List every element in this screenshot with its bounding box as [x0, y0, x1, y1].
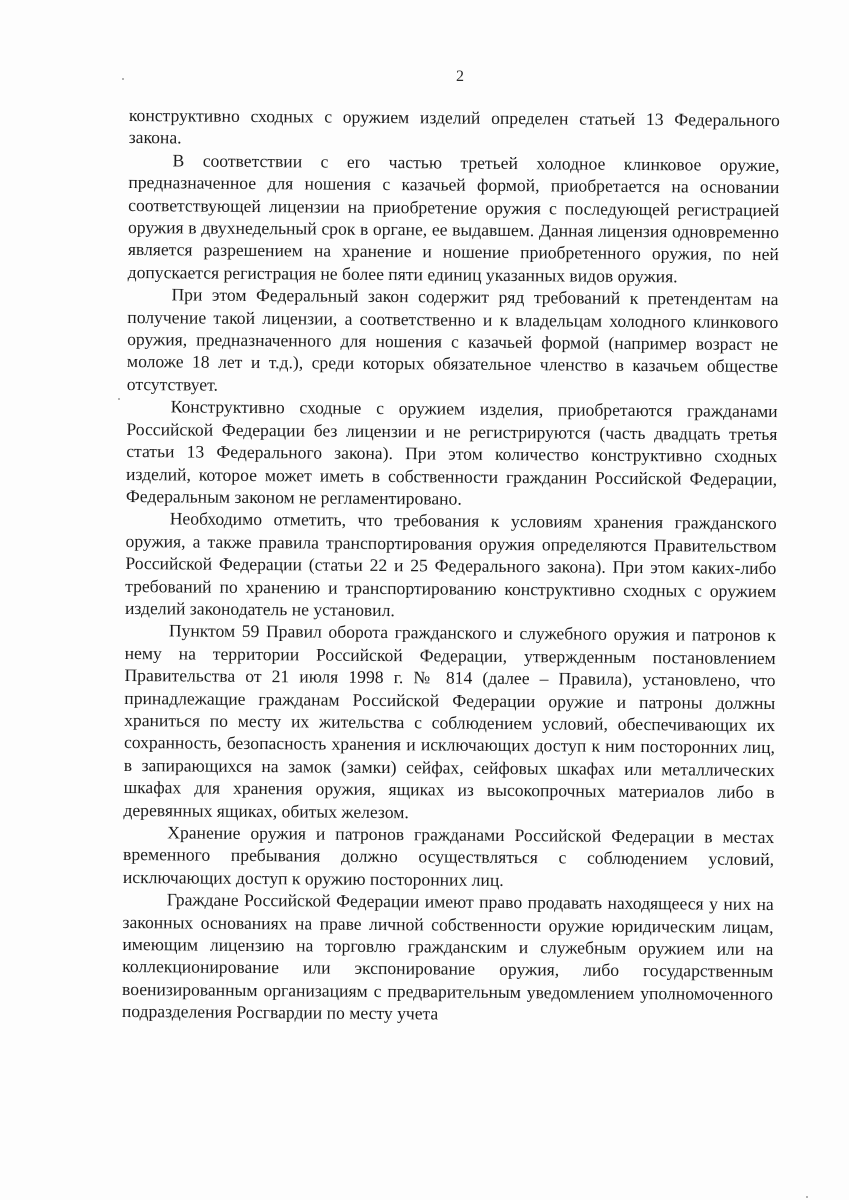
- page-number: 2: [456, 68, 464, 85]
- paragraph-7: Хранение оружия и патронов гражданами Российской Федерации в местах временного пребывания должно осуществляться с соблюдением условий, исключающих доступ к оружию посторонних лиц.: [122, 822, 775, 890]
- scan-speck: [806, 1196, 808, 1198]
- paragraph-5: Необходимо отметить, что требования к условиям хранения гражданского оружия, а также правила транспортирования оружия определяются Правительством Российской Федерации (статьи 22 и 25 Федерального закона). При этом каких-либо требований по хранению и транспортированию конструктивно сходных с оружием изделий законодатель не установил.: [124, 508, 777, 621]
- paragraph-6: Пунктом 59 Правил оборота гражданского и служебного оружия и патронов к нему на территории Российской Федерации, утвержденным постановлением Правительства от 21 июля 1998 г. № 814 (далее – Правила), установлено, что принадлежащие гражданам Российской Федерации оружие и патроны должны храниться по месту их жительства с соблюдением условий, обеспечивающих их сохранность, безопасность хранения и исключающих доступ к ним посторонних лиц, в запирающихся на замок (замки) сейфах, сейфовых шкафах или металлических шкафах для хранения оружия, ящиках из высокопрочных материалов либо в деревянных ящиках, обитых железом.: [123, 620, 776, 822]
- document-body: [122, 104, 780, 1028]
- paragraph-1: конструктивно сходных с оружием изделий определен статьей 13 Федерального закона.: [128, 104, 780, 148]
- scan-speck: [118, 398, 120, 400]
- paragraph-3: При этом Федеральный закон содержит ряд требований к претендентам на получение такой лицензии, а соответственно и к владельцам холодного клинкового оружия, предназначенного для ношения с казачьей формой (например возраст не моложе 18 лет и т.д.), среди которых обязательное членство в казачьем обществе отсутствует.: [126, 284, 779, 395]
- paragraph-8: Граждане Российской Федерации имеют право продавать находящееся у них на законных основаниях на праве личной собственности оружие юридическим лицам, имеющим лицензию на торговлю гражданским и служебным оружием или на коллекционирование или экспонирование оружия, либо государственным военизированным организациям с предварительным уведомлением уполномоченного подразделения Росгвардии по месту учета: [121, 889, 774, 1024]
- scan-speck: [122, 78, 124, 80]
- paragraph-4: Конструктивно сходные с оружием изделия, приобретаются гражданами Российской Федерации без лицензии и не регистрируются (часть двадцать третья статьи 13 Федерального закона). При этом количество конструктивно сходных изделий, которое может иметь в собственности гражданин Российской Федерации, Федеральным законом не регламентировано.: [125, 396, 778, 509]
- paragraph-2: В соответствии с его частью третьей холодное клинковое оружие, предназначенное для ношения с казачьей формой, приобретается на основании соответствующей лицензии на приобретение оружия с последующей регистрацией оружия в двухнедельный срок в органе, ее выдавшем. Данная лицензия одновременно является разрешением на хранение и ношение приобретенного оружия, по ней допускается регистрация не более пяти единиц указанных видов оружия.: [127, 150, 780, 287]
